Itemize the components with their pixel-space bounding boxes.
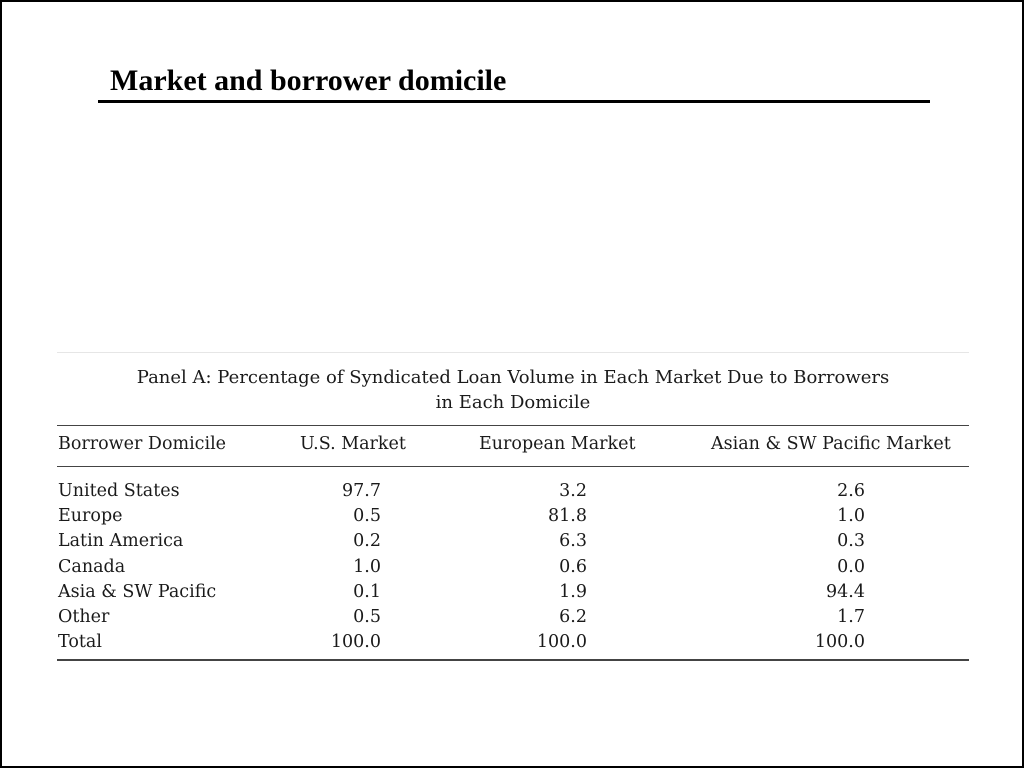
- slide-title: Market and borrower domicile: [110, 64, 507, 97]
- row-label: Other: [58, 607, 110, 627]
- us-market-value: 1.0: [353, 556, 381, 577]
- asian-sw-pacific-value: 1.0: [837, 506, 865, 527]
- european-market-value: 3.2: [559, 481, 587, 501]
- caption-line-1: Panel A: Percentage of Syndicated Loan Volume in Each Market Due to Borrowers: [136, 367, 890, 388]
- us-market-value: 0.2: [353, 531, 381, 552]
- title-underline: [98, 60, 930, 103]
- loan-volume-table: [57, 352, 969, 664]
- row-label: Europe: [58, 506, 123, 527]
- european-market-value: 0.6: [559, 556, 587, 577]
- row-label: Asia & SW Pacific: [58, 581, 217, 602]
- column-header-asian-sw-pacific-market: Asian & SW Pacific Market: [711, 434, 951, 454]
- asian-sw-pacific-value: 94.4: [826, 581, 865, 602]
- us-market-value: 97.7: [342, 481, 381, 501]
- column-header-us-market: U.S. Market: [300, 434, 406, 454]
- european-market-value: 100.0: [536, 632, 587, 653]
- asian-sw-pacific-value: 2.6: [837, 481, 865, 501]
- us-market-value: 0.1: [353, 581, 381, 602]
- european-market-value: 6.3: [559, 531, 587, 552]
- us-market-value: 0.5: [353, 506, 381, 527]
- column-header-borrower-domicile: Borrower Domicile: [58, 434, 227, 454]
- european-market-value: 81.8: [548, 506, 587, 527]
- asian-sw-pacific-value: 1.7: [837, 607, 865, 627]
- row-label: United States: [58, 481, 180, 501]
- table-top-faint-rule: [57, 352, 969, 353]
- asian-sw-pacific-value: 100.0: [814, 632, 865, 653]
- header-top-rule: [57, 425, 969, 426]
- table-bottom-rule: [57, 659, 969, 661]
- header-bottom-rule: [57, 466, 969, 467]
- european-market-value: 1.9: [559, 581, 587, 602]
- asian-sw-pacific-value: 0.3: [837, 531, 865, 552]
- row-label: Latin America: [58, 531, 184, 552]
- row-label: Total: [58, 632, 102, 653]
- column-header-european-market: European Market: [479, 434, 636, 454]
- european-market-value: 6.2: [559, 607, 587, 627]
- asian-sw-pacific-value: 0.0: [837, 556, 865, 577]
- us-market-value: 100.0: [330, 632, 381, 653]
- row-label: Canada: [58, 556, 126, 577]
- caption-line-2: in Each Domicile: [435, 392, 591, 413]
- table-caption: [57, 365, 969, 415]
- us-market-value: 0.5: [353, 607, 381, 627]
